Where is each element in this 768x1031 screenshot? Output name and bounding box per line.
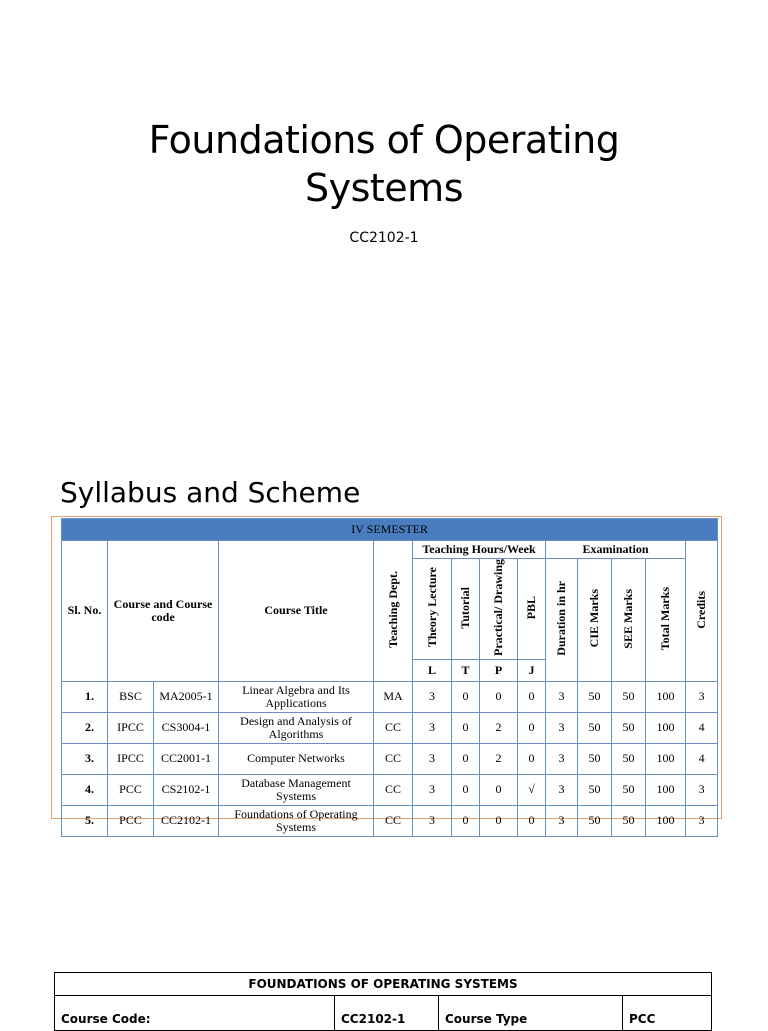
table-row [62,743,718,774]
row-dept: MA [374,681,413,712]
row-P: 2 [480,743,518,774]
header-P: P [480,659,518,681]
row-P: 0 [480,805,518,836]
row-T: 0 [452,712,480,743]
row-course-code: CS2102-1 [154,774,219,805]
row-see: 50 [612,774,646,805]
row-J: √ [518,774,546,805]
row-T: 0 [452,805,480,836]
header-L: L [413,659,452,681]
row-J: 0 [518,743,546,774]
course-code-label: Course Code: [55,996,335,1031]
row-course-code: CS3004-1 [154,712,219,743]
header-J: J [518,659,546,681]
row-T: 0 [452,743,480,774]
row-course-title: Foundations of Operating Systems [219,805,374,836]
semester-header: IV SEMESTER [62,519,718,541]
row-credits: 3 [686,681,718,712]
row-total: 100 [646,774,686,805]
row-dept: CC [374,774,413,805]
row-cie: 50 [578,805,612,836]
row-see: 50 [612,681,646,712]
row-L: 3 [413,712,452,743]
table-row [62,712,718,743]
row-cie: 50 [578,743,612,774]
header-teaching-hours: Teaching Hours/Week [413,541,546,559]
row-P: 2 [480,712,518,743]
row-credits: 4 [686,743,718,774]
header-credits: Credits [686,541,718,682]
row-course-code: CC2001-1 [154,743,219,774]
header-pbl: PBL [518,559,546,660]
row-J: 0 [518,712,546,743]
header-teaching-dept: Teaching Dept. [374,541,413,682]
header-tutorial: Tutorial [452,559,480,660]
row-total: 100 [646,712,686,743]
header-sl-no: Sl. No. [62,541,108,682]
header-total: Total Marks [646,559,686,682]
row-credits: 3 [686,774,718,805]
header-examination: Examination [546,541,686,559]
row-L: 3 [413,774,452,805]
row-duration: 3 [546,805,578,836]
course-info-table [54,972,712,1031]
row-P: 0 [480,774,518,805]
row-duration: 3 [546,743,578,774]
row-credits: 3 [686,805,718,836]
row-L: 3 [413,805,452,836]
row-duration: 3 [546,681,578,712]
row-course-title: Design and Analysis of Algorithms [219,712,374,743]
table-row [62,805,718,836]
row-T: 0 [452,774,480,805]
row-course-code: CC2102-1 [154,805,219,836]
row-cie: 50 [578,712,612,743]
course-code-subtitle: CC2102-1 [349,230,419,246]
page-title [0,116,768,212]
row-J: 0 [518,681,546,712]
title-line-2: Systems [305,166,463,210]
row-course-type: IPCC [108,743,154,774]
header-course-code: Course and Course code [108,541,219,682]
header-course-title: Course Title [219,541,374,682]
row-cie: 50 [578,774,612,805]
table-row [62,774,718,805]
row-sl: 5. [62,805,108,836]
table-row [62,681,718,712]
row-sl: 1. [62,681,108,712]
row-P: 0 [480,681,518,712]
row-duration: 3 [546,712,578,743]
row-J: 0 [518,805,546,836]
row-see: 50 [612,743,646,774]
row-course-code: MA2005-1 [154,681,219,712]
row-T: 0 [452,681,480,712]
row-course-title: Database Management Systems [219,774,374,805]
row-total: 100 [646,743,686,774]
scheme-table [61,518,718,837]
row-course-title: Linear Algebra and Its Applications [219,681,374,712]
row-L: 3 [413,681,452,712]
row-course-type: PCC [108,805,154,836]
course-code-value: CC2102-1 [335,996,439,1031]
row-dept: CC [374,712,413,743]
row-L: 3 [413,743,452,774]
row-course-type: BSC [108,681,154,712]
row-see: 50 [612,805,646,836]
title-line-1: Foundations of Operating [148,118,620,162]
row-course-type: PCC [108,774,154,805]
row-total: 100 [646,805,686,836]
row-course-title: Computer Networks [219,743,374,774]
course-type-value: PCC [623,996,712,1031]
header-duration: Duration in hr [546,559,578,682]
course-type-label: Course Type [439,996,623,1031]
row-cie: 50 [578,681,612,712]
row-sl: 2. [62,712,108,743]
row-dept: CC [374,743,413,774]
header-T: T [452,659,480,681]
header-cie: CIE Marks [578,559,612,682]
row-dept: CC [374,805,413,836]
row-duration: 3 [546,774,578,805]
section-heading: Syllabus and Scheme [60,476,361,509]
row-sl: 3. [62,743,108,774]
course-info-title: FOUNDATIONS OF OPERATING SYSTEMS [55,973,712,996]
header-theory: Theory Lecture [413,559,452,660]
header-see: SEE Marks [612,559,646,682]
row-see: 50 [612,712,646,743]
header-practical: Practical/ Drawing [480,559,518,660]
row-total: 100 [646,681,686,712]
row-credits: 4 [686,712,718,743]
row-sl: 4. [62,774,108,805]
row-course-type: IPCC [108,712,154,743]
